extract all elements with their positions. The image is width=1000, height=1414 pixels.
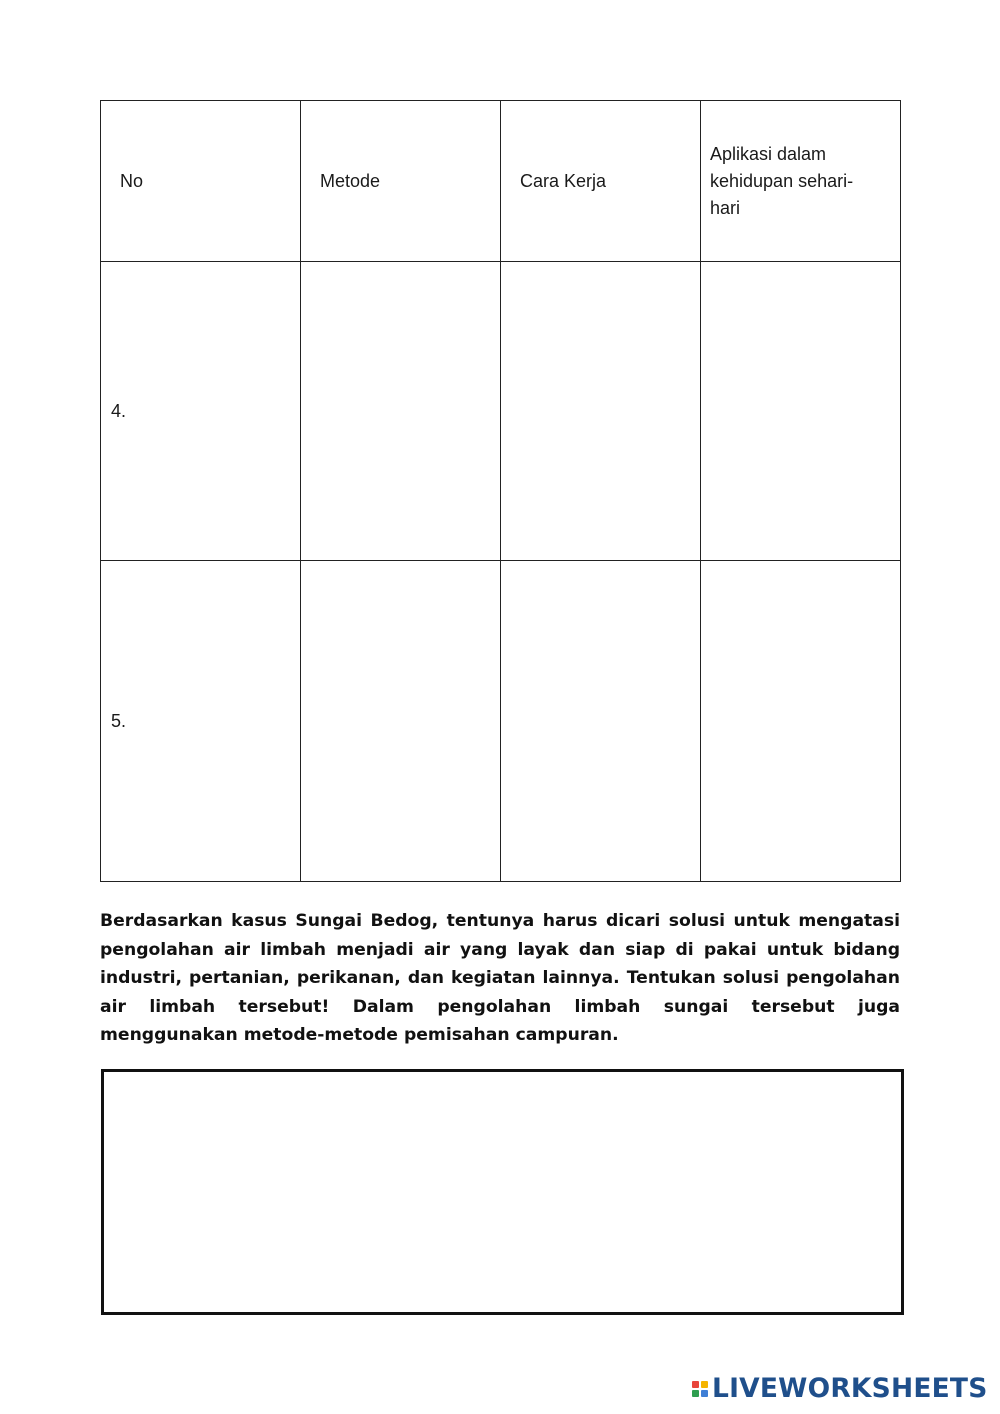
row-number: 4. [111,400,127,421]
metode-answer-cell[interactable] [301,262,501,561]
instruction-paragraph: Berdasarkan kasus Sungai Bedog, tentunya harus dicari solusi untuk mengatasi pengolahan air limbah menjadi air yang layak dan siap di pakai untuk bidang industri, pertanian, perikanan, dan kegiatan lainnya. Tentukan solusi pengolahan air limbah tersebut! Dalam pengolahan limbah sungai tersebut juga menggunakan metode-metode pemisahan campuran. [100,911,900,1045]
header-no: No [101,101,301,262]
row-number-cell [101,262,301,561]
header-aplikasi [701,101,901,262]
cara-kerja-answer-cell[interactable] [501,561,701,882]
header-aplikasi-line2: kehidupan sehari- [710,170,854,191]
row-number-cell [101,561,301,882]
logo-tile [701,1390,708,1397]
aplikasi-answer-cell[interactable] [701,561,901,882]
table-row [101,262,901,561]
table-row [101,561,901,882]
logo-text: LIVEWORKSHEETS [712,1373,988,1404]
metode-answer-cell[interactable] [301,561,501,882]
logo-tile [692,1381,699,1388]
worksheet-table [100,100,901,882]
liveworksheets-logo-icon [692,1381,708,1397]
table-header-row [101,101,901,262]
header-cara-kerja: Cara Kerja [501,101,701,262]
liveworksheets-logo [692,1373,988,1405]
answer-box[interactable] [101,1069,904,1315]
header-aplikasi-line3: hari [710,197,741,218]
row-number: 5. [111,710,127,731]
cara-kerja-answer-cell[interactable] [501,262,701,561]
header-metode: Metode [301,101,501,262]
aplikasi-answer-cell[interactable] [701,262,901,561]
header-aplikasi-line1: Aplikasi dalam [710,143,827,164]
logo-tile [692,1390,699,1397]
logo-tile [701,1381,708,1388]
